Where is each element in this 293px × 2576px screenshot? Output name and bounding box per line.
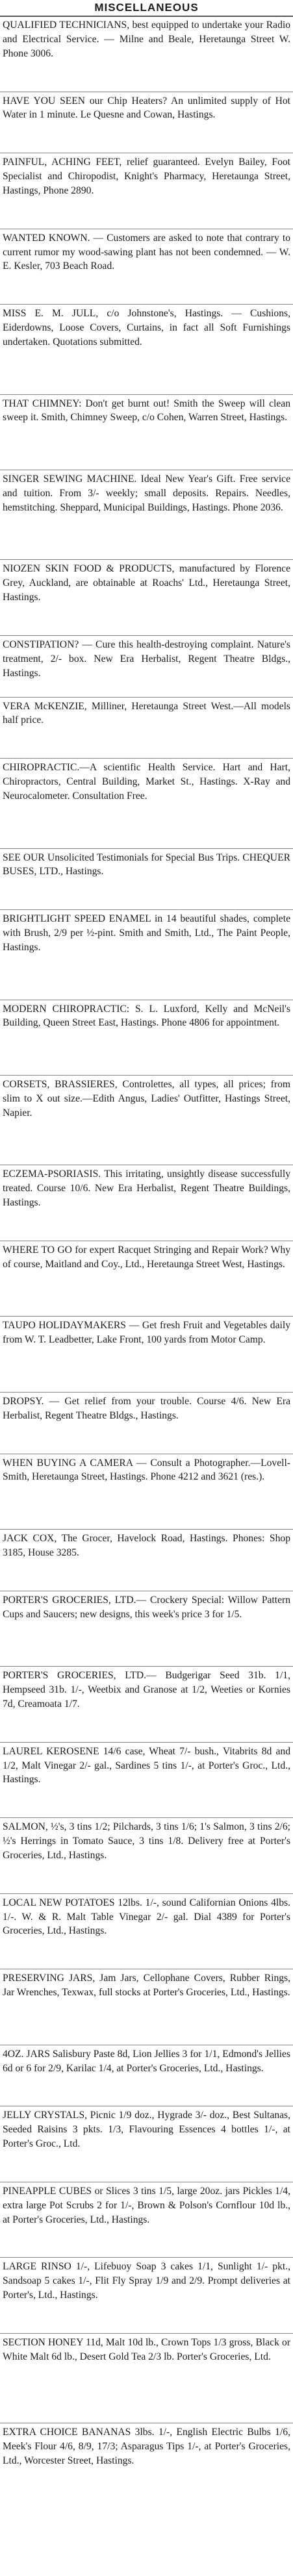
- ad-divider: [0, 635, 293, 636]
- ad-divider: [0, 697, 293, 698]
- classified-ad: PAINFUL, ACHING FEET, relief guaranteed. Evelyn Bailey, Foot Specialist and Chiropodist, Knight's Pharmacy, Heretaunga Street, Hastings, Phone 2890.: [3, 157, 290, 196]
- classified-ad: CHIROPRACTIC.—A scientific Health Service. Hart and Hart, Chiropractors, Central Building, Market St., Hastings. X-Ray and Neurocalometer. Consultation Free.: [3, 762, 290, 802]
- ad-divider: [0, 1075, 293, 1076]
- ad-divider: [0, 2333, 293, 2334]
- ad-divider: [0, 1817, 293, 1818]
- classified-ad: PORTER'S GROCERIES, LTD.— Budgerigar Seed 31b. 1/1, Hempseed 31b. 1/-, Weetbix and Granose at 1/2, Weeties or Kornies 7d, Creamoata 1/7.: [3, 1670, 290, 1710]
- ad-divider: [0, 559, 293, 560]
- classified-ad: 4OZ. JARS Salisbury Paste 8d, Lion Jellies 3 for 1/1, Edmond's Jellies 6d or 6 for 2/9, Karilac 1/4, at Porter's Groceries, Ltd., Hastings.: [3, 2048, 290, 2074]
- classified-ad: TAUPO HOLIDAYMAKERS — Get fresh Fruit and Vegetables daily from W. T. Leadbetter, Lake Front, 100 yards from Motor Camp.: [3, 1320, 290, 1346]
- classified-ad: WHERE TO GO for expert Racquet Stringing and Repair Work? Why of course, Maitland and Coy., Ltd., Heretaunga Street West, Hastings.: [3, 1244, 290, 1270]
- ad-divider: [0, 1666, 293, 1667]
- classified-ad: WHEN BUYING A CAMERA — Consult a Photographer.—Lovell-Smith, Heretaunga Street, Hastings. Phone 4212 and 3621 (res.).: [3, 1457, 290, 1483]
- classified-ad: EXTRA CHOICE BANANAS 3lbs. 1/-, English Electric Bulbs 1/6, Meek's Flour 4/6, 8/9, 17/3; Asparagus Tips 1/-, at Porter's Groceries, Ltd., Worcester Street, Hastings.: [3, 2427, 290, 2466]
- classified-ad: PRESERVING JARS, Jam Jars, Cellophane Covers, Rubber Rings, Jar Wrenches, Texwax, full stocks at Porter's Groceries, Ltd., Hastings.: [3, 1973, 290, 1998]
- classified-ad: DROPSY. — Get relief from your trouble. Course 4/6. New Era Herbalist, Regent Theatre Bldgs., Hastings.: [3, 1395, 290, 1421]
- ad-divider: [0, 909, 293, 910]
- section-heading: MISCELLANEOUS: [94, 1, 199, 14]
- classified-ad: WANTED KNOWN. — Customers are asked to note that contrary to current rumor my wood-sawing plant has not been condemned. — W. E. Kesler, 703 Beach Road.: [3, 232, 290, 272]
- classified-ad: ECZEMA-PSORIASIS. This irritating, unsightly disease successfully treated. Course 10/6. New Era Herbalist, Regent Theatre Buildings, Hastings.: [3, 1168, 290, 1209]
- classified-ad: SINGER SEWING MACHINE. Ideal New Year's Gift. Free service and tuition. From 3/- weekly; small deposits. Repairs. Needles, hemstitching. Sheppard, Municipal Buildings, Hastings. Phone 2036.: [3, 474, 290, 513]
- classified-ad: THAT CHIMNEY: Don't get burnt out! Smith the Sweep will clean sweep it. Smith, Chimney Sweep, c/o Cohen, Warren Street, Hastings.: [3, 398, 290, 423]
- classified-ad: MODERN CHIROPRACTIC: S. L. Luxford, Kelly and McNeil's Building, Queen Street East, Hastings. Phone 4806 for appointment.: [3, 1003, 290, 1029]
- ad-divider: [0, 1392, 293, 1393]
- classified-ad: BRIGHTLIGHT SPEED ENAMEL in 14 beautiful shades, complete with Brush, 2/9 per ½-pint. Smith and Smith, Ltd., The Paint People, Hastings.: [3, 913, 290, 953]
- ad-divider: [0, 1742, 293, 1743]
- classified-ad: LOCAL NEW POTATOES 12lbs. 1/-, sound Californian Onions 4lbs. 1/-. W. & R. Malt Table Vinegar 2/- gal. Dial 4389 for Porter's Groceries, Ltd., Hastings.: [3, 1897, 290, 1937]
- ad-divider: [0, 1529, 293, 1530]
- classified-ad: MISS E. M. JULL, c/o Johnstone's, Hastings. — Cushions, Eiderdowns, Loose Covers, Curtains, in fact all Soft Furnishings undertaken. Quotations submitted.: [3, 308, 290, 347]
- classified-ad: CONSTIPATION? — Cure this health-destroying complaint. Nature's treatment, 2/- box. New Era Herbalist, Regent Theatre Bldgs., Hastings.: [3, 638, 290, 679]
- classified-ad: LAUREL KEROSENE 14/6 case, Wheat 7/- bush., Vitabrits 8d and 1/2, Malt Vinegar 2/- gal., Sardines 5 tins 1/-, at Porter's Groc., Ltd., Hastings.: [3, 1745, 290, 1786]
- classified-ad: PINEAPPLE CUBES or Slices 3 tins 1/5, large 20oz. jars Pickles 1/4, extra large Pot Scrubs 2 for 1/-, Brown & Polson's Cornflour 10d lb., at Porter's Groceries, Ltd., Hastings.: [3, 2185, 290, 2225]
- ad-divider: [0, 16, 293, 17]
- ad-divider: [0, 848, 293, 849]
- classified-ad: SECTION HONEY 11d, Malt 10d lb., Crown Tops 1/3 gross, Black or White Malt 6d lb., Desert Gold Tea 2/3 lb. Porter's Groceries, Ltd.: [3, 2336, 290, 2362]
- classified-ad: CORSETS, BRASSIERES, Controlettes, all types, all prices; from slim to X out size.—Edith Angus, Ladies' Outfitter, Hastings Street, Napier.: [3, 1079, 290, 1118]
- ad-divider: [0, 394, 293, 395]
- ad-divider: [0, 304, 293, 305]
- ad-divider: [0, 1316, 293, 1317]
- classified-ad: JACK COX, The Grocer, Havelock Road, Hastings. Phones: Shop 3185, House 3285.: [3, 1533, 290, 1558]
- ad-divider: [0, 758, 293, 759]
- classified-ad: JELLY CRYSTALS, Picnic 1/9 doz., Hygrade 3/- doz., Best Sultanas, Seeded Raisins 3 pkts. 1/3, Flavouring Essences 4 bottles 1/-, at Porter's Groc., Ltd.: [3, 2110, 290, 2149]
- ad-divider: [0, 2257, 293, 2258]
- classified-ad: SEE OUR Unsolicited Testimonials for Special Bus Trips. CHEQUER BUSES, LTD., Hastings.: [3, 852, 290, 878]
- classified-ad: LARGE RINSO 1/-, Lifebuoy Soap 3 cakes 1/1, Sunlight 1/- pkt., Sandsoap 5 cakes 1/-, Flit Fly Spray 1/9 and 2/9. Prompt deliveries at Porter's, Ltd., Hastings.: [3, 2261, 290, 2301]
- classified-ad: QUALIFIED TECHNICIANS, best equipped to undertake your Radio and Electrical Service. — Milne and Beale, Heretaunga Street W. Phone 3006.: [3, 19, 290, 59]
- classified-ad: NIOZEN SKIN FOOD & PRODUCTS, manufactured by Florence Grey, Auckland, are obtainable at Roachs' Ltd., Heretaunga Street, Hastings.: [3, 563, 290, 603]
- ad-divider: [0, 1893, 293, 1894]
- classified-ad: VERA McKENZIE, Milliner, Heretaunga Street West.—All models half price.: [3, 700, 290, 726]
- classified-ad: HAVE YOU SEEN our Chip Heaters? An unlimited supply of Hot Water in 1 minute. Le Quesne and Cowan, Hastings.: [3, 95, 290, 121]
- classified-ad: SALMON, ½'s, 3 tins 1/2; Pilchards, 3 tins 1/6; 1's Salmon, 3 tins 2/6; ½'s Herrings in Tomato Sauce, 3 tins 1/8. Delivery free at Porter's Groceries, Ltd., Hastings.: [3, 1821, 290, 1861]
- classified-ad: PORTER'S GROCERIES, LTD.— Crockery Special: Willow Pattern Cups and Saucers; new designs, this week's price 3 for 1/5.: [3, 1594, 290, 1620]
